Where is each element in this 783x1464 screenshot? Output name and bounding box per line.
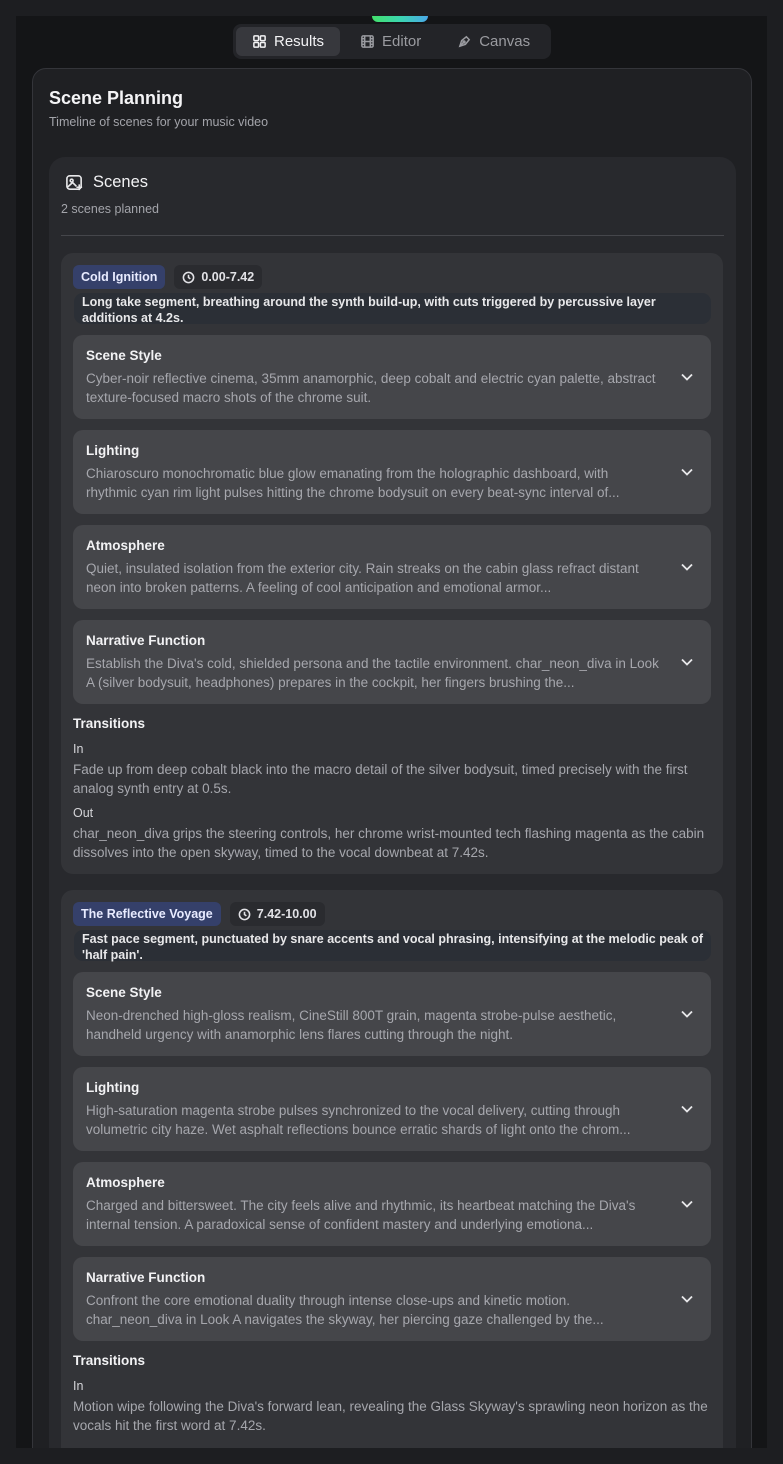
image-plus-icon — [65, 173, 84, 192]
scene-time-badge — [174, 265, 262, 289]
chevron-down-icon[interactable] — [681, 1105, 693, 1113]
page-title: Scene Planning — [49, 88, 184, 108]
chevron-down-icon[interactable] — [681, 468, 693, 476]
clock-icon — [182, 271, 195, 284]
transition-in-text: Fade up from deep cobalt black into the macro detail of the silver bodysuit, timed precisely with the first analog synth entry at 0.5s. — [73, 762, 688, 796]
section-title: Narrative Function — [86, 1270, 206, 1285]
scenes-card-header — [65, 173, 148, 192]
transition-out-text: char_neon_diva grips the steering controls, her chrome wrist-mounted tech flashing magenta as the cabin dissolves into the open skyway, timed to the vocal downbeat at 7.42s. — [73, 826, 705, 860]
transitions-heading: Transitions — [73, 716, 146, 731]
scene-planning-panel — [32, 68, 752, 1448]
scene-time-range: 0.00-7.42 — [201, 270, 255, 284]
tab-editor[interactable] — [344, 27, 437, 56]
scene-summary-text: Fast pace segment, punctuated by snare accents and vocal phrasing, intensifying at the melodic peak of 'half pain'. — [82, 932, 703, 962]
chevron-down-icon[interactable] — [681, 1010, 693, 1018]
status-glow-indicator — [372, 16, 428, 22]
section-title: Atmosphere — [86, 1175, 165, 1190]
transition-out-label: Out — [73, 806, 94, 820]
section-title: Lighting — [86, 443, 140, 458]
section-body: Chiaroscuro monochromatic blue glow emanating from the holographic dashboard, with rhythmic cyan rim light pulses hitting the chrome bodysuit on every beat-sync interval of... — [86, 466, 620, 500]
scene-meta — [73, 902, 325, 926]
chevron-down-icon[interactable] — [681, 563, 693, 571]
transition-in-label: In — [73, 742, 84, 756]
pen-tool-icon — [457, 34, 472, 49]
clock-icon — [238, 908, 251, 921]
section-lighting[interactable] — [73, 430, 711, 514]
section-body: Charged and bittersweet. The city feels alive and rhythmic, its heartbeat matching the Diva's internal tension. A paradoxical sense of confident mastery and underlying emotiona... — [86, 1198, 636, 1232]
scene-name-badge: Cold Ignition — [73, 265, 165, 289]
scene-name-badge: The Reflective Voyage — [73, 902, 221, 926]
scenes-count: 2 scenes planned — [61, 202, 159, 216]
section-body: Quiet, insulated isolation from the exterior city. Rain streaks on the cabin glass refract distant neon into broken patterns. A feeling of cool anticipation and emotional armor... — [86, 561, 639, 595]
view-tabs — [233, 24, 551, 59]
chevron-down-icon[interactable] — [681, 373, 693, 381]
tab-results-label: Results — [274, 33, 325, 50]
grid-icon — [252, 34, 267, 49]
scene-summary — [74, 930, 711, 961]
scene-summary — [74, 293, 711, 324]
transition-in-text: Motion wipe following the Diva's forward lean, revealing the Glass Skyway's sprawling neon horizon as the vocals hit the first word at 7.42s. — [73, 1399, 708, 1433]
film-icon — [360, 34, 375, 49]
scene-time-range: 7.42-10.00 — [256, 907, 317, 921]
transitions-heading: Transitions — [73, 1353, 146, 1368]
scene-meta — [73, 265, 262, 289]
divider — [61, 235, 724, 236]
tab-canvas-label: Canvas — [479, 33, 531, 50]
section-title: Atmosphere — [86, 538, 165, 553]
section-body: High-saturation magenta strobe pulses synchronized to the vocal delivery, cutting through volumetric city haze. Wet asphalt reflections bounce erratic shards of light onto the chrom... — [86, 1103, 631, 1137]
section-narrative-function[interactable] — [73, 1257, 711, 1341]
page-subtitle: Timeline of scenes for your music video — [49, 115, 269, 129]
section-title: Scene Style — [86, 348, 162, 363]
scenes-card — [49, 157, 736, 1448]
scenes-card-title: Scenes — [93, 173, 149, 191]
tab-results[interactable] — [236, 27, 340, 56]
tab-canvas[interactable] — [441, 27, 546, 56]
section-title: Narrative Function — [86, 633, 206, 648]
chevron-down-icon[interactable] — [681, 1295, 693, 1303]
scene-summary-text: Long take segment, breathing around the synth build-up, with cuts triggered by percussive layer additions at 4.2s. — [82, 295, 656, 325]
section-atmosphere[interactable] — [73, 525, 711, 609]
section-body: Confront the core emotional duality through intense close-ups and kinetic motion. char_neon_diva in Look A navigates the skyway, her piercing gaze challenged by the... — [86, 1293, 604, 1327]
scene-card-1 — [61, 253, 723, 874]
section-scene-style[interactable] — [73, 972, 711, 1056]
section-body: Neon-drenched high-gloss realism, CineStill 800T grain, magenta strobe-pulse aesthetic, handheld urgency with anamorphic lens flares cutting through the night. — [86, 1008, 617, 1042]
chevron-down-icon[interactable] — [681, 658, 693, 666]
section-title: Lighting — [86, 1080, 140, 1095]
app-frame — [16, 16, 767, 1448]
tab-editor-label: Editor — [382, 33, 422, 50]
section-title: Scene Style — [86, 985, 162, 1000]
section-body: Cyber-noir reflective cinema, 35mm anamorphic, deep cobalt and electric cyan palette, abstract texture-focused macro shots of the chrome suit. — [86, 371, 656, 405]
section-narrative-function[interactable] — [73, 620, 711, 704]
section-lighting[interactable] — [73, 1067, 711, 1151]
chevron-down-icon[interactable] — [681, 1200, 693, 1208]
transition-in-label: In — [73, 1379, 84, 1393]
section-atmosphere[interactable] — [73, 1162, 711, 1246]
scene-card-2 — [61, 890, 723, 1448]
section-body: Establish the Diva's cold, shielded persona and the tactile environment. char_neon_diva in Look A (silver bodysuit, headphones) prepares in the cockpit, her fingers brushing the... — [86, 656, 659, 690]
scene-time-badge — [230, 902, 325, 926]
section-scene-style[interactable] — [73, 335, 711, 419]
